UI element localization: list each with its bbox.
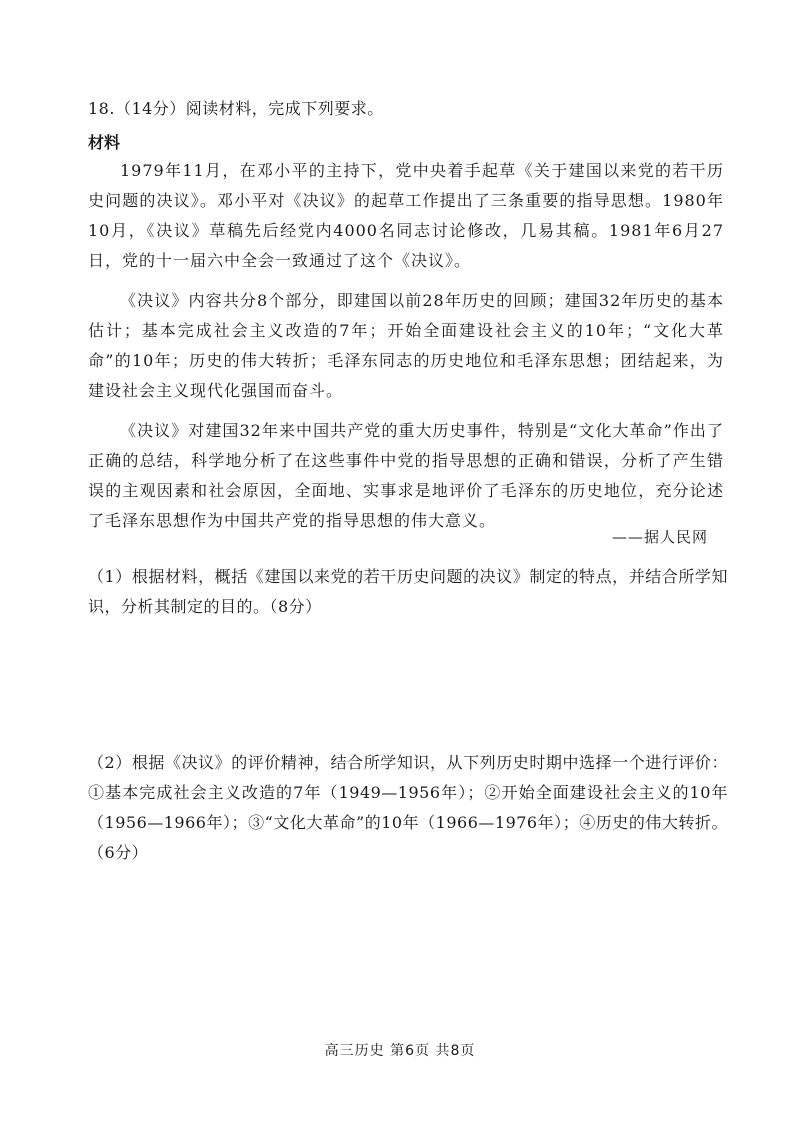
sub-question-2: （2）根据《决议》的评价精神，结合所学知识，从下列历史时期中选择一个进行评价：①基本完成社会主义改造的7年（1949—1956年）；②开始全面建设社会主义的10年（1956—1966年）；③“文化大革命”的10年（1966—1976年）；④历史的伟大转折。（6分） bbox=[88, 753, 728, 862]
question-header: 18.（14分）阅读材料，完成下列要求。 bbox=[88, 99, 384, 118]
material-source: ——据人民网 bbox=[611, 528, 708, 546]
material-paragraph-3: 《决议》对建国32年来中国共产党的重大历史事件，特别是“文化大革命”作出了正确的总结，科学地分析了在这些事件中党的指导思想的正确和错误，分析了产生错误的主观因素和社会原因，全面地、实事求是地评价了毛泽东的历史地位，充分论述了毛泽东思想作为中国共产党的指导思想的伟大意义。 bbox=[88, 421, 724, 530]
page-footer: 高三历史 第6页 共8页 bbox=[324, 1043, 476, 1059]
sub-question-1: （1）根据材料，概括《建国以来党的若干历史问题的决议》制定的特点，并结合所学知识，分析其制定的目的。（8分） bbox=[88, 567, 728, 616]
material-label: 材料 bbox=[88, 133, 121, 152]
material-paragraph-1: 1979年11月，在邓小平的主持下，党中央着手起草《关于建国以来党的若干历史问题的决议》。邓小平对《决议》的起草工作提出了三条重要的指导思想。1980年10月，《决议》草稿先后经党内4000名同志讨论修改，几易其稿。1981年6月27日，党的十一届六中全会一致通过了这个《决议》。 bbox=[88, 161, 724, 270]
material-text bbox=[88, 156, 724, 536]
material-paragraph-2: 《决议》内容共分8个部分，即建国以前28年历史的回顾；建国32年历史的基本估计；基本完成社会主义改造的7年；开始全面建设社会主义的10年；“文化大革命”的10年；历史的伟大转折；毛泽东同志的历史地位和毛泽东思想；团结起来，为建设社会主义现代化强国而奋斗。 bbox=[88, 291, 724, 400]
